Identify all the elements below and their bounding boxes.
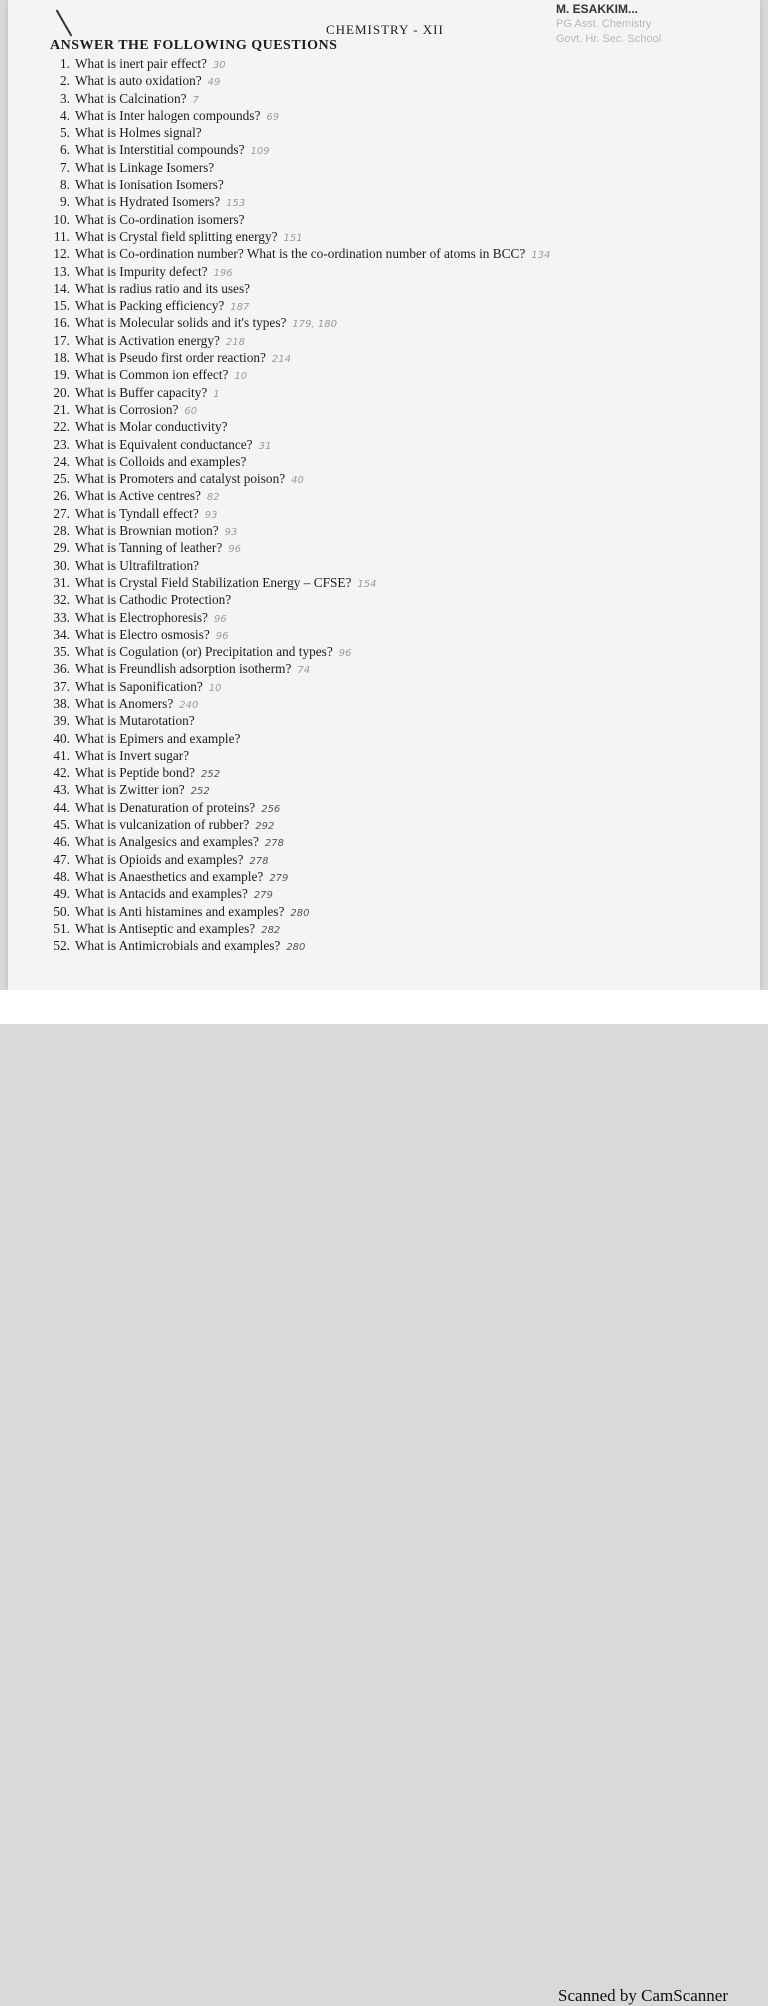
- question-number: 10.: [53, 211, 70, 227]
- question-number: 31.: [53, 574, 70, 590]
- teacher-name: M. ESAKKIM...: [556, 2, 639, 16]
- question-item: [38, 557, 738, 574]
- handwritten-page-note: 278: [249, 855, 269, 867]
- question-item: [38, 90, 738, 107]
- handwritten-page-note: 69: [266, 111, 280, 123]
- question-number: 32.: [53, 592, 70, 608]
- question-item: [38, 55, 738, 72]
- handwritten-page-note: 134: [531, 250, 551, 262]
- question-item: [38, 349, 738, 366]
- question-item: [38, 263, 738, 280]
- question-item: [38, 211, 738, 228]
- handwritten-page-note: 292: [255, 821, 275, 833]
- question-text: What is Crystal field splitting energy?: [75, 228, 278, 244]
- question-item: [38, 816, 738, 833]
- question-item: [38, 332, 738, 349]
- question-number: 16.: [53, 315, 70, 331]
- question-text: What is Cathodic Protection?: [75, 592, 232, 608]
- question-text: What is Mutarotation?: [75, 713, 195, 729]
- handwritten-page-note: 151: [283, 232, 303, 244]
- question-number: 19.: [53, 367, 70, 383]
- question-number: 48.: [53, 868, 70, 884]
- question-text: What is Holmes signal?: [75, 125, 202, 141]
- handwritten-page-note: 31: [258, 440, 272, 452]
- question-item: [38, 799, 738, 816]
- question-number: 36.: [53, 661, 70, 677]
- question-text: What is Corrosion?: [75, 401, 179, 417]
- question-item: [38, 712, 738, 729]
- question-item: [38, 920, 738, 937]
- pen-mark: [56, 10, 73, 37]
- document-title: CHEMISTRY - XII: [326, 22, 444, 37]
- question-text: What is Inter halogen compounds?: [75, 107, 261, 123]
- question-item: [38, 764, 738, 781]
- question-item: [38, 574, 738, 591]
- question-text: What is Tyndall effect?: [75, 505, 199, 521]
- question-number: 45.: [53, 817, 70, 833]
- question-item: [38, 660, 738, 677]
- teacher-stamp: [556, 2, 756, 47]
- teacher-school: Govt. Hr. Sec. School: [556, 33, 662, 45]
- handwritten-page-note: 49: [207, 77, 221, 89]
- question-item: [38, 245, 738, 262]
- handwritten-page-note: 96: [213, 613, 227, 625]
- question-number: 1.: [60, 56, 70, 71]
- question-number: 6.: [60, 142, 70, 158]
- question-text: What is Promoters and catalyst poison?: [75, 471, 286, 487]
- handwritten-page-note: 218: [225, 336, 245, 348]
- question-text: What is auto oxidation?: [75, 73, 202, 89]
- question-item: [38, 851, 738, 868]
- handwritten-page-note: 10: [208, 682, 222, 694]
- question-number: 49.: [53, 886, 70, 902]
- scanned-page: [8, 0, 760, 990]
- question-number: 18.: [53, 350, 70, 366]
- question-text: What is Tanning of leather?: [75, 540, 223, 556]
- question-number: 42.: [53, 765, 70, 781]
- question-number: 7.: [60, 159, 70, 175]
- question-text: What is Activation energy?: [75, 332, 220, 348]
- question-text: What is Molar conductivity?: [75, 419, 228, 435]
- question-item: [38, 436, 738, 453]
- handwritten-page-note: 214: [271, 354, 291, 366]
- question-item: [38, 107, 738, 124]
- question-text: What is Epimers and example?: [75, 730, 241, 746]
- question-number: 44.: [53, 799, 70, 815]
- question-number: 28.: [53, 523, 70, 539]
- question-number: 26.: [53, 488, 70, 504]
- question-number: 24.: [53, 453, 70, 469]
- question-text: What is Colloids and examples?: [75, 453, 247, 469]
- question-item: [38, 366, 738, 383]
- handwritten-page-note: 93: [224, 527, 238, 539]
- question-item: [38, 280, 738, 297]
- question-text: What is Zwitter ion?: [75, 782, 185, 798]
- question-number: 2.: [60, 73, 70, 89]
- question-item: [38, 505, 738, 522]
- question-item: [38, 868, 738, 885]
- question-text: What is Anomers?: [75, 695, 174, 711]
- question-text: What is Electrophoresis?: [75, 609, 208, 625]
- handwritten-page-note: 196: [213, 267, 233, 279]
- question-item: [38, 643, 738, 660]
- question-text: What is Buffer capacity?: [75, 384, 208, 400]
- handwritten-page-note: 96: [338, 648, 352, 660]
- question-item: [38, 159, 738, 176]
- question-item: [38, 747, 738, 764]
- handwritten-page-note: 240: [179, 699, 199, 711]
- question-text: What is Analgesics and examples?: [75, 834, 259, 850]
- question-item: [38, 937, 738, 954]
- question-item: [38, 72, 738, 89]
- question-item: [38, 193, 738, 210]
- question-item: [38, 626, 738, 643]
- question-number: 52.: [53, 938, 70, 954]
- handwritten-page-note: 252: [190, 786, 210, 798]
- question-number: 38.: [53, 695, 70, 711]
- question-text: What is Packing efficiency?: [75, 298, 225, 314]
- question-item: [38, 141, 738, 158]
- handwritten-page-note: 279: [253, 890, 273, 902]
- question-item: [38, 903, 738, 920]
- question-text: What is Invert sugar?: [75, 747, 190, 763]
- question-text: What is Equivalent conductance?: [75, 436, 253, 452]
- question-text: What is Anti histamines and examples?: [75, 903, 285, 919]
- question-text: What is Antimicrobials and examples?: [75, 938, 281, 954]
- question-number: 27.: [53, 505, 70, 521]
- question-number: 9.: [60, 194, 70, 210]
- question-number: 37.: [53, 678, 70, 694]
- question-text: What is Pseudo first order reaction?: [75, 350, 266, 366]
- handwritten-page-note: 82: [206, 492, 220, 504]
- question-item: [38, 124, 738, 141]
- question-text: What is Peptide bond?: [75, 765, 196, 781]
- question-text: What is inert pair effect?: [75, 56, 207, 71]
- question-number: 21.: [53, 401, 70, 417]
- question-number: 15.: [53, 298, 70, 314]
- handwritten-page-note: 282: [261, 924, 281, 936]
- handwritten-page-note: 154: [357, 578, 377, 590]
- question-item: [38, 401, 738, 418]
- question-item: [38, 297, 738, 314]
- question-item: [38, 228, 738, 245]
- question-item: [38, 314, 738, 331]
- question-number: 39.: [53, 713, 70, 729]
- question-text: What is Antiseptic and examples?: [75, 920, 256, 936]
- question-item: [38, 522, 738, 539]
- question-number: 23.: [53, 436, 70, 452]
- question-item: [38, 833, 738, 850]
- question-item: [38, 609, 738, 626]
- handwritten-page-note: 278: [264, 838, 284, 850]
- question-item: [38, 730, 738, 747]
- handwritten-page-note: 280: [286, 942, 306, 954]
- question-number: 25.: [53, 471, 70, 487]
- question-number: 43.: [53, 782, 70, 798]
- question-number: 40.: [53, 730, 70, 746]
- question-item: [38, 418, 738, 435]
- question-text: What is Co-ordination isomers?: [75, 211, 245, 227]
- question-text: What is Denaturation of proteins?: [75, 799, 256, 815]
- question-text: What is Cogulation (or) Precipitation and types?: [75, 644, 333, 660]
- handwritten-page-note: 96: [215, 630, 229, 642]
- question-number: 51.: [53, 920, 70, 936]
- question-number: 8.: [60, 177, 70, 193]
- teacher-role: PG Asst. Chemistry: [556, 18, 652, 30]
- handwritten-page-note: 280: [290, 907, 310, 919]
- handwritten-page-note: 60: [184, 405, 198, 417]
- question-number: 50.: [53, 903, 70, 919]
- question-item: [38, 470, 738, 487]
- handwritten-page-note: 153: [226, 198, 246, 210]
- handwritten-page-note: 7: [192, 94, 199, 106]
- handwritten-page-note: 109: [250, 146, 270, 158]
- handwritten-page-note: 40: [291, 475, 304, 487]
- handwritten-page-note: 179, 180: [292, 319, 337, 331]
- question-number: 17.: [53, 332, 70, 348]
- question-number: 46.: [53, 834, 70, 850]
- handwritten-page-note: 10: [234, 371, 248, 383]
- question-item: [38, 781, 738, 798]
- question-number: 13.: [53, 263, 70, 279]
- handwritten-page-note: 74: [297, 665, 311, 677]
- section-heading: ANSWER THE FOLLOWING QUESTIONS: [50, 38, 338, 53]
- question-number: 14.: [53, 280, 70, 296]
- question-number: 29.: [53, 540, 70, 556]
- question-item: [38, 695, 738, 712]
- question-item: [38, 678, 738, 695]
- question-number: 34.: [53, 626, 70, 642]
- question-text: What is Anaesthetics and example?: [75, 868, 264, 884]
- footer-strip: [0, 990, 768, 2005]
- question-text: What is Impurity defect?: [75, 263, 208, 279]
- question-text: What is Saponification?: [75, 678, 203, 694]
- question-number: 47.: [53, 851, 70, 867]
- handwritten-page-note: 30: [212, 60, 226, 71]
- question-text: What is Ultrafiltration?: [75, 557, 200, 573]
- question-text: What is Brownian motion?: [75, 523, 219, 539]
- question-text: What is vulcanization of rubber?: [75, 817, 250, 833]
- question-number: 5.: [60, 125, 70, 141]
- question-text: What is Opioids and examples?: [75, 851, 244, 867]
- question-number: 41.: [53, 747, 70, 763]
- question-number: 33.: [53, 609, 70, 625]
- question-text: What is Active centres?: [75, 488, 201, 504]
- handwritten-page-note: 252: [201, 769, 221, 781]
- question-number: 12.: [53, 246, 70, 262]
- scanner-watermark: Scanned by CamScanner: [558, 1986, 728, 2005]
- handwritten-page-note: 96: [228, 544, 241, 556]
- question-item: [38, 453, 738, 470]
- question-text: What is Linkage Isomers?: [75, 159, 215, 175]
- question-text: What is Calcination?: [75, 90, 187, 106]
- handwritten-page-note: 93: [204, 509, 218, 521]
- question-item: [38, 176, 738, 193]
- question-text: What is Molecular solids and it's types?: [75, 315, 287, 331]
- question-number: 3.: [60, 90, 70, 106]
- question-text: What is Co-ordination number? What is the co-ordination number of atoms in BCC?: [75, 246, 526, 262]
- question-list: [38, 55, 738, 954]
- question-number: 35.: [53, 644, 70, 660]
- question-number: 11.: [53, 228, 70, 244]
- question-item: [38, 539, 738, 556]
- question-number: 22.: [53, 419, 70, 435]
- handwritten-page-note: 187: [230, 302, 250, 314]
- question-number: 30.: [53, 557, 70, 573]
- question-text: What is radius ratio and its uses?: [75, 280, 251, 296]
- question-number: 4.: [60, 107, 70, 123]
- question-item: [38, 487, 738, 504]
- question-item: [38, 384, 738, 401]
- question-number: 20.: [53, 384, 70, 400]
- handwritten-page-note: 1: [213, 388, 220, 400]
- question-text: What is Antacids and examples?: [75, 886, 248, 902]
- handwritten-page-note: 279: [269, 872, 289, 884]
- question-item: [38, 885, 738, 902]
- question-text: What is Common ion effect?: [75, 367, 229, 383]
- question-text: What is Electro osmosis?: [75, 626, 210, 642]
- question-text: What is Interstitial compounds?: [75, 142, 245, 158]
- handwritten-page-note: 256: [261, 803, 281, 815]
- question-item: [38, 591, 738, 608]
- question-text: What is Hydrated Isomers?: [75, 194, 221, 210]
- question-text: What is Crystal Field Stabilization Energy – CFSE?: [75, 574, 352, 590]
- question-text: What is Ionisation Isomers?: [75, 177, 224, 193]
- question-text: What is Freundlish adsorption isotherm?: [75, 661, 292, 677]
